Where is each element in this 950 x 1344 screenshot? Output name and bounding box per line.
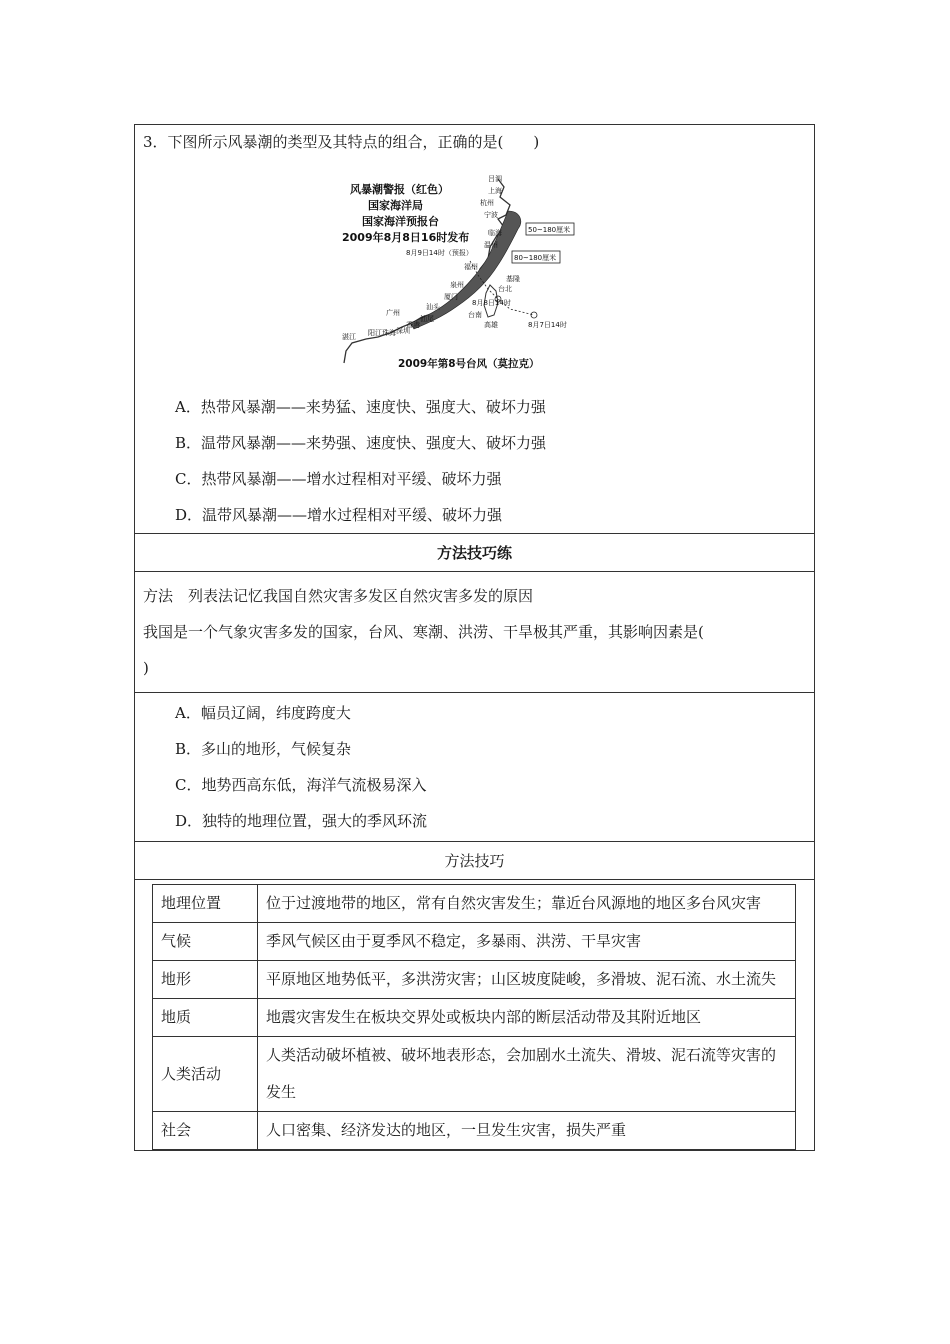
city-label: 吕泗 [488, 175, 502, 183]
typhoon-symbol [531, 312, 537, 318]
map-title-line: 风暴潮警报（红色） [350, 183, 449, 196]
storm-surge-map [338, 167, 598, 377]
table-row [153, 1112, 796, 1150]
map-title-line: 2009年8月8日16时发布 [342, 231, 470, 244]
table-key: 气候 [153, 923, 258, 961]
method-option-a: A．幅员辽阔，纬度跨度大 [175, 704, 351, 722]
method-line: 方法 列表法记忆我国自然灾害多发区自然灾害多发的原因 [143, 587, 534, 605]
city-label: 杭州 [480, 199, 494, 207]
city-label: 泉州 [450, 281, 464, 289]
option-b: B．温带风暴潮——来势强、速度快、强度大、破坏力强 [175, 434, 547, 452]
practice-heading: 方法技巧练 [135, 534, 814, 572]
city-label: 阳江 [368, 329, 382, 337]
city-label: 汕头 [426, 303, 440, 311]
city-label: 台南 [468, 311, 482, 319]
table-row [153, 1037, 796, 1112]
table-value: 平原地区地势低平，多洪涝灾害；山区坡度陡峻，多滑坡、泥石流、水土流失 [258, 961, 796, 999]
question-3-cell [135, 125, 814, 534]
city-label: 湛江 [342, 333, 356, 341]
city-label: 温州 [484, 241, 498, 249]
city-label: 台北 [498, 285, 512, 293]
city-label: 厦门 [444, 293, 458, 301]
table-row [153, 923, 796, 961]
skills-heading: 方法技巧 [135, 842, 814, 880]
city-label: 香港 [406, 321, 420, 329]
option-d: D．温带风暴潮——增水过程相对平缓、破坏力强 [175, 506, 503, 524]
city-label: 宁波 [484, 211, 498, 219]
table-row [153, 961, 796, 999]
city-label: 广州 [386, 309, 400, 317]
track-label: 8月7日14时 [528, 321, 567, 329]
city-label: 福州 [464, 263, 478, 271]
city-label: 深圳 [396, 327, 410, 335]
city-label: 高雄 [484, 321, 498, 329]
city-label: 珠海 [382, 329, 396, 337]
table-row [153, 885, 796, 923]
surge-label: 50~180厘米 [528, 226, 571, 234]
city-label: 临海 [488, 229, 502, 237]
table-value: 季风气候区由于夏季风不稳定，多暴雨、洪涝、干旱灾害 [258, 923, 796, 961]
table-key: 地理位置 [153, 885, 258, 923]
surge-label: 80~180厘米 [514, 254, 557, 262]
method-option-d: D．独特的地理位置，强大的季风环流 [175, 812, 428, 830]
city-label: 基隆 [506, 275, 520, 283]
forecast-label: 8月9日14时（预报） [406, 249, 473, 257]
method-question-end: ) [143, 659, 149, 677]
map-title-line: 国家海洋预报台 [362, 215, 439, 228]
map-caption: 2009年第8号台风（莫拉克） [398, 358, 540, 370]
city-label: 汕尾 [420, 315, 434, 323]
table-key: 人类活动 [153, 1037, 258, 1112]
storm-surge-map-svg [338, 167, 598, 377]
track-label: 8月8日14时 [472, 299, 511, 307]
table-key: 地形 [153, 961, 258, 999]
table-value: 地震灾害发生在板块交界处或板块内部的断层活动带及其附近地区 [258, 999, 796, 1037]
table-key: 社会 [153, 1112, 258, 1150]
worksheet-frame [134, 124, 815, 1151]
table-value: 人口密集、经济发达的地区，一旦发生灾害，损失严重 [258, 1112, 796, 1150]
table-row [153, 999, 796, 1037]
table-value: 位于过渡地带的地区，常有自然灾害发生；靠近台风源地的地区多台风灾害 [258, 885, 796, 923]
method-options-cell [135, 693, 814, 842]
skills-table [152, 884, 796, 1150]
method-question-cell [135, 572, 814, 693]
table-value: 人类活动破坏植被、破坏地表形态，会加剧水土流失、滑坡、泥石流等灾害的发生 [258, 1037, 796, 1112]
map-title-line: 国家海洋局 [368, 199, 423, 212]
question-3-stem: 3．下图所示风暴潮的类型及其特点的组合，正确的是( ) [143, 133, 540, 151]
skills-table-cell [135, 880, 814, 1150]
table-key: 地质 [153, 999, 258, 1037]
option-c: C．热带风暴潮——增水过程相对平缓、破坏力强 [175, 470, 502, 488]
option-a: A．热带风暴潮——来势猛、速度快、强度大、破坏力强 [175, 398, 546, 416]
method-option-b: B．多山的地形，气候复杂 [175, 740, 352, 758]
method-option-c: C．地势西高东低，海洋气流极易深入 [175, 776, 427, 794]
city-label: 上海 [488, 187, 502, 195]
method-question: 我国是一个气象灾害多发的国家，台风、寒潮、洪涝、干旱极其严重，其影响因素是( [143, 623, 704, 641]
